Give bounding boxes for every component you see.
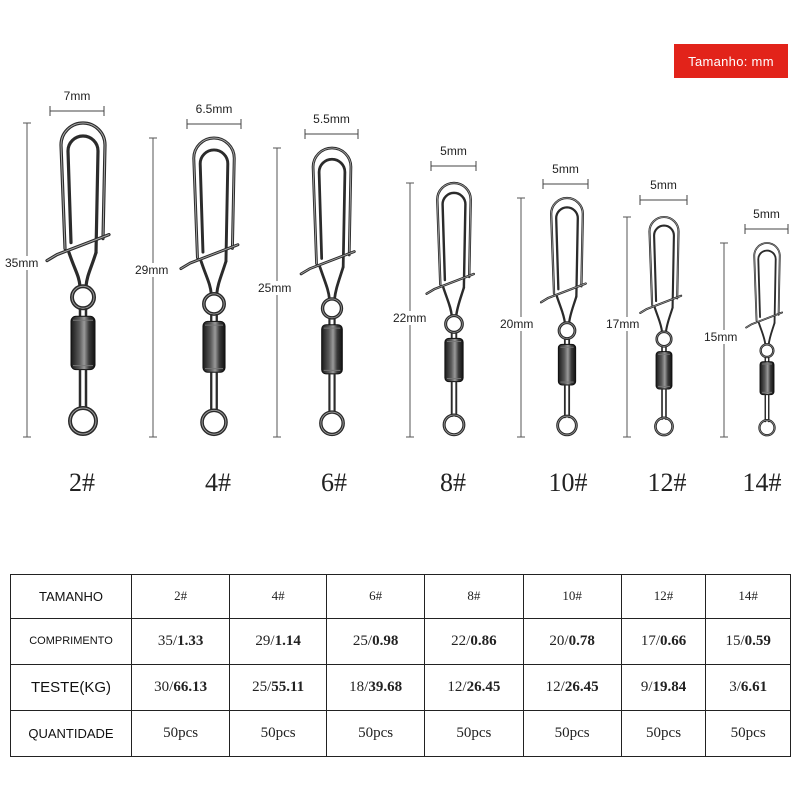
table-cell <box>706 575 791 619</box>
size-label: 12# <box>647 468 687 497</box>
row-header: TESTE(KG) <box>11 664 132 710</box>
cell-value-secondary: 26.45 <box>564 678 599 695</box>
table-cell <box>132 575 230 619</box>
cell-value-secondary: 55.11 <box>271 678 305 695</box>
table-row <box>11 575 791 619</box>
table-row <box>11 710 791 756</box>
cell-value: 8# <box>467 588 481 604</box>
table-cell <box>425 664 523 710</box>
cell-value: 25/ <box>252 678 272 695</box>
table-cell <box>230 664 327 710</box>
width-dimension-line <box>543 179 588 189</box>
cell-value-secondary: 1.33 <box>177 632 204 649</box>
cell-value: 50pcs <box>646 724 682 741</box>
width-label: 7mm <box>63 89 91 103</box>
cell-value: 25/ <box>352 632 373 649</box>
cell-value: 6# <box>369 588 383 604</box>
table-cell <box>706 618 791 664</box>
length-dimension-line <box>23 123 31 437</box>
cell-value-secondary: 6.61 <box>740 678 768 695</box>
cell-value: 4# <box>271 588 285 604</box>
swivel-6 <box>640 217 681 435</box>
size-label: 6# <box>321 468 347 497</box>
width-label: 5mm <box>753 207 780 221</box>
cell-value-secondary: 66.13 <box>173 678 208 695</box>
table-cell <box>230 575 327 619</box>
swivel-3 <box>301 148 354 434</box>
cell-value: 12/ <box>447 678 467 695</box>
table-cell <box>327 664 425 710</box>
length-label: 17mm <box>606 317 640 331</box>
cell-value: 50pcs <box>456 724 492 741</box>
table-cell <box>706 664 791 710</box>
swivel-1 <box>47 123 109 434</box>
width-dimension-line <box>50 106 104 116</box>
table-cell <box>425 618 523 664</box>
cell-value-secondary: 26.45 <box>466 678 501 695</box>
width-label: 5mm <box>650 178 677 192</box>
width-dimension-line <box>745 224 788 234</box>
cell-value: 15/ <box>725 632 745 649</box>
cell-value: 50pcs <box>358 724 394 741</box>
unit-badge: Tamanho: mm <box>674 44 788 78</box>
table-cell <box>523 618 621 664</box>
table-cell <box>621 710 706 756</box>
cell-value: 9/ <box>640 678 653 695</box>
cell-value-secondary: 0.66 <box>660 632 687 649</box>
length-label: 25mm <box>258 281 292 295</box>
table-row <box>11 618 791 664</box>
width-label: 5mm <box>552 162 579 176</box>
cell-value: 29/ <box>255 632 275 649</box>
size-label: 4# <box>205 468 231 497</box>
width-dimension-line <box>431 161 476 171</box>
cell-value: 17/ <box>640 632 661 649</box>
table-cell <box>523 575 621 619</box>
swivel-5 <box>541 198 586 435</box>
table-cell <box>327 575 425 619</box>
swivel-4 <box>427 183 474 435</box>
cell-value: 50pcs <box>554 724 590 741</box>
cell-value: 30/ <box>154 678 174 695</box>
cell-value: 35/ <box>157 632 178 649</box>
cell-value: 12# <box>653 588 674 604</box>
cell-value-secondary: 0.59 <box>744 632 771 649</box>
table-row <box>11 664 791 710</box>
cell-value-secondary: 0.78 <box>568 632 595 649</box>
swivel-7 <box>746 243 782 435</box>
spec-table <box>10 574 791 757</box>
cell-value: 20/ <box>549 632 569 649</box>
length-dimension-line <box>406 183 414 437</box>
table-cell <box>327 618 425 664</box>
cell-value-secondary: 19.84 <box>652 678 687 695</box>
cell-value-secondary: 0.98 <box>372 632 399 649</box>
cell-value: 50pcs <box>260 724 296 741</box>
table-cell <box>327 710 425 756</box>
width-label: 5.5mm <box>313 112 350 126</box>
table-cell <box>523 664 621 710</box>
length-dimension-line <box>149 138 157 437</box>
width-label: 6.5mm <box>195 102 233 116</box>
length-label: 20mm <box>500 317 534 331</box>
length-label: 15mm <box>704 330 738 344</box>
table-cell <box>132 618 230 664</box>
table-cell <box>425 710 523 756</box>
width-dimension-line <box>640 195 687 205</box>
table-cell <box>621 664 706 710</box>
cell-value: 10# <box>562 588 582 604</box>
cell-value: 2# <box>174 588 188 604</box>
size-label: 8# <box>440 468 466 497</box>
cell-value: 50pcs <box>730 724 766 741</box>
row-header: COMPRIMENTO <box>11 618 132 664</box>
table-cell <box>621 618 706 664</box>
size-label: 14# <box>742 468 782 497</box>
width-dimension-line <box>187 119 241 129</box>
cell-value-secondary: 0.86 <box>470 632 497 649</box>
row-header: QUANTIDADE <box>11 710 132 756</box>
length-label: 35mm <box>5 256 39 270</box>
table-cell <box>706 710 791 756</box>
table-cell <box>523 710 621 756</box>
cell-value: 3/ <box>729 678 741 695</box>
size-label: 2# <box>69 468 95 497</box>
length-label: 29mm <box>135 263 169 277</box>
cell-value: 22/ <box>451 632 471 649</box>
width-dimension-line <box>305 129 358 139</box>
cell-value-secondary: 1.14 <box>274 632 301 649</box>
table-cell <box>230 710 327 756</box>
table-cell <box>425 575 523 619</box>
table-cell <box>132 664 230 710</box>
width-label: 5mm <box>440 144 467 158</box>
cell-value-secondary: 39.68 <box>368 678 403 695</box>
cell-value: 14# <box>738 588 758 604</box>
cell-value: 12/ <box>545 678 565 695</box>
table-cell <box>132 710 230 756</box>
cell-value: 18/ <box>349 678 369 695</box>
row-header: TAMANHO <box>11 575 132 619</box>
table-cell <box>621 575 706 619</box>
length-label: 22mm <box>393 311 427 325</box>
swivel-2 <box>181 138 238 434</box>
size-label: 10# <box>548 468 588 497</box>
table-cell <box>230 618 327 664</box>
cell-value: 50pcs <box>163 724 199 741</box>
